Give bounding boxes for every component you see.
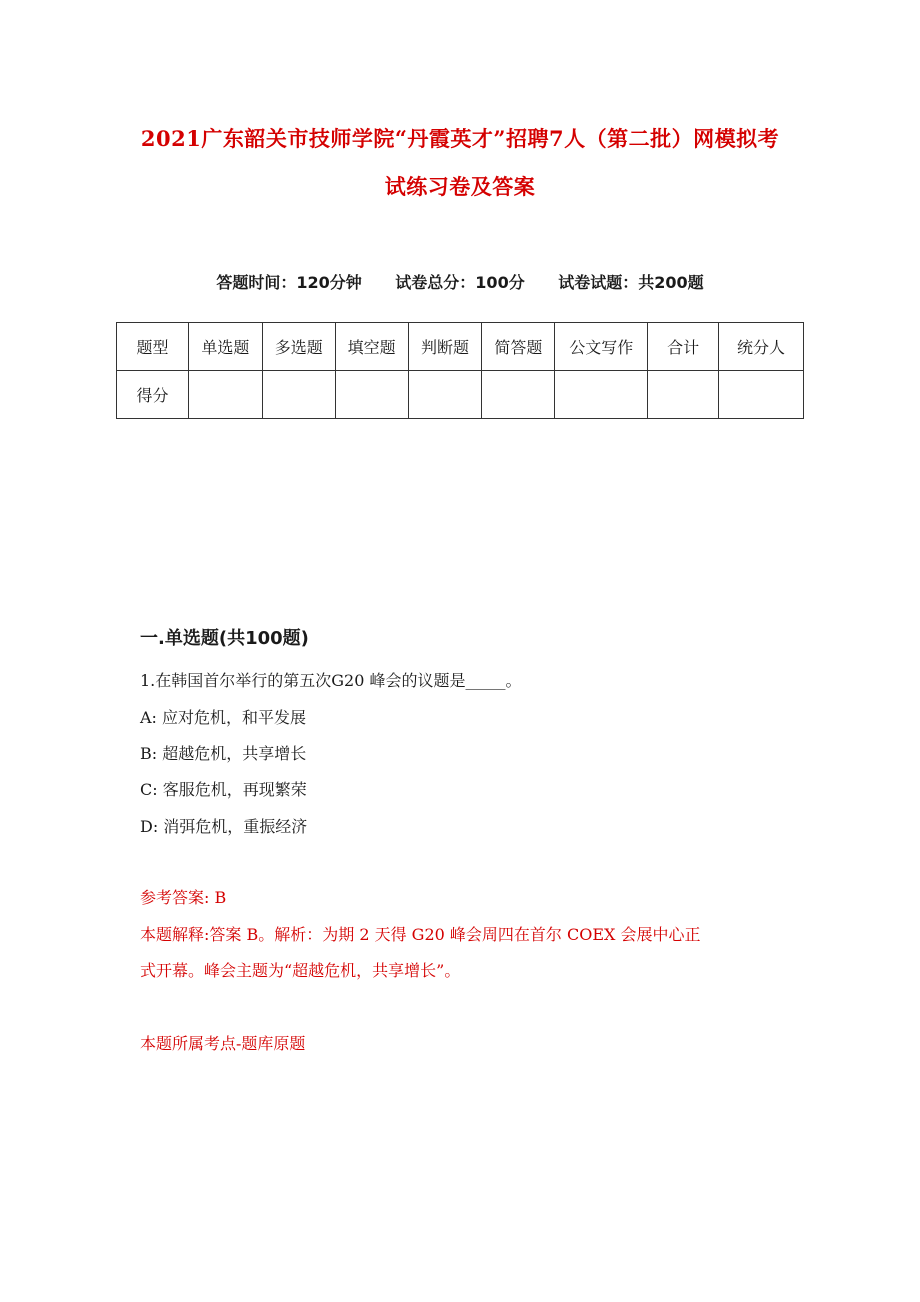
score-header-cell: 判断题 <box>408 323 482 371</box>
reference-answer: 参考答案: B <box>140 888 227 907</box>
score-cell <box>648 371 719 419</box>
option-b: B: 超越危机，共享增长 <box>140 744 307 763</box>
score-header-cell: 合计 <box>648 323 719 371</box>
exam-question-count: 试卷试题：共200题 <box>558 273 704 292</box>
score-header-cell: 多选题 <box>262 323 335 371</box>
score-cell <box>719 371 804 419</box>
exam-time: 答题时间：120分钟 <box>216 273 362 292</box>
exam-total-score: 试卷总分：100分 <box>395 273 525 292</box>
score-header-cell: 题型 <box>117 323 189 371</box>
knowledge-point: 本题所属考点-题库原题 <box>140 1034 306 1053</box>
score-header-cell: 单选题 <box>188 323 262 371</box>
score-cell <box>482 371 555 419</box>
section-title: 一.单选题(共100题) <box>140 628 309 649</box>
option-a: A: 应对危机，和平发展 <box>140 708 307 727</box>
option-c: C: 客服危机，再现繁荣 <box>140 780 307 799</box>
score-cell <box>555 371 648 419</box>
score-header-cell: 简答题 <box>482 323 555 371</box>
score-table <box>116 322 804 419</box>
score-table-header-row <box>117 323 804 371</box>
explanation-line-2: 式开幕。峰会主题为“超越危机，共享增长”。 <box>140 961 461 980</box>
exam-meta <box>0 270 920 293</box>
score-cell <box>188 371 262 419</box>
option-d: D: 消弭危机，重振经济 <box>140 817 308 836</box>
score-cell <box>335 371 408 419</box>
score-header-cell: 统分人 <box>719 323 804 371</box>
document-title-line-1: 2021广东韶关市技师学院“丹霞英才”招聘7人（第二批）网模拟考 <box>140 126 780 151</box>
explanation-line-1: 本题解释:答案 B。解析：为期 2 天得 G20 峰会周四在首尔 COEX 会展中心正 <box>140 925 701 944</box>
score-table-score-row <box>117 371 804 419</box>
score-header-cell: 公文写作 <box>555 323 648 371</box>
score-cell <box>262 371 335 419</box>
score-cell <box>408 371 482 419</box>
question-stem: 1.在韩国首尔举行的第五次G20 峰会的议题是_____。 <box>140 671 522 690</box>
score-header-cell: 填空题 <box>335 323 408 371</box>
score-row-label: 得分 <box>117 371 189 419</box>
document-title-line-2: 试练习卷及答案 <box>384 174 536 199</box>
